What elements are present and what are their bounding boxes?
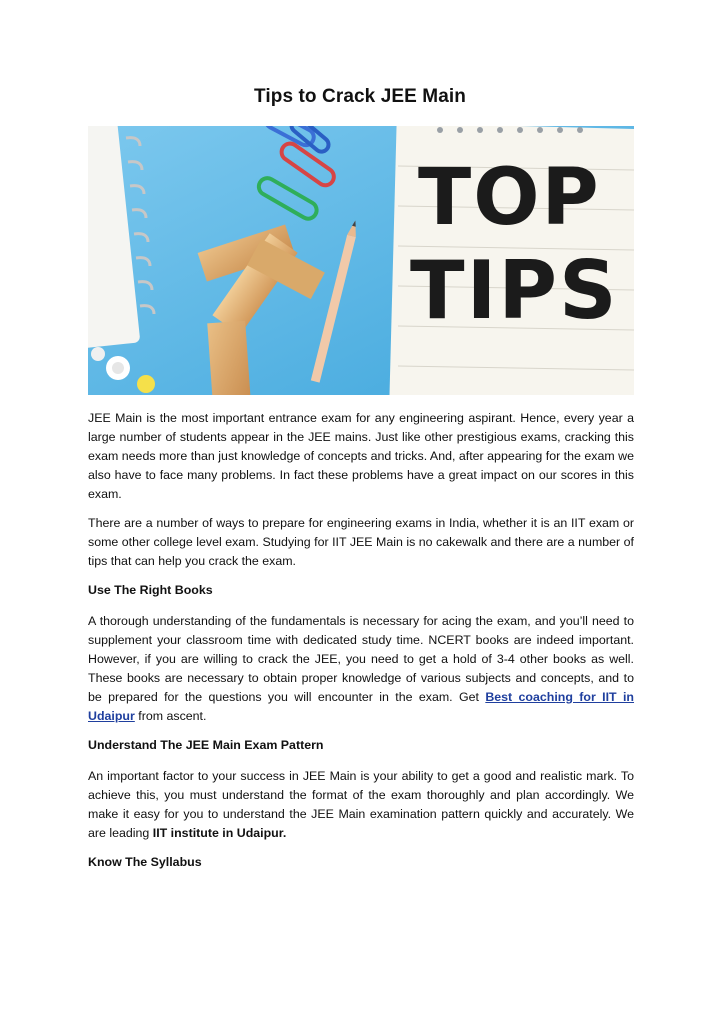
paragraph-pattern-text: An important factor to your success in JEE Main is your ability to get a good and realistic mark. To achieve this, you must understand the format of the exam thoroughly and plan accordingly. We make it easy for you to understand the JEE Main examination pattern quickly and accurately. We are leading — [88, 769, 634, 840]
top-tips-illustration — [88, 126, 634, 395]
sign-text-tips: TIPS — [410, 244, 619, 337]
heading-exam-pattern: Understand The JEE Main Exam Pattern — [88, 738, 324, 752]
page-title: Tips to Crack JEE Main — [254, 86, 466, 107]
hero-image — [88, 126, 634, 395]
heading-right-books: Use The Right Books — [88, 583, 213, 597]
article-body — [88, 409, 634, 884]
paragraph-books-tail: from ascent. — [134, 709, 207, 723]
heading-syllabus: Know The Syllabus — [88, 855, 202, 869]
institute-bold-text: IIT institute in Udaipur. — [152, 826, 287, 840]
paragraph-intro: JEE Main is the most important entrance exam for any engineering aspirant. Hence, every year a large number of students appear in the JEE mains. Just like other prestigious exams, cracking this exam needs more than just knowledge of concepts and tricks. And, after appearing for the exam we also have to face many problems. In fact these problems have a great impact on our scores in this exam. — [88, 411, 634, 501]
paragraph-books-text: A thorough understanding of the fundamentals is necessary for acing the exam, and you’ll need to supplement your classroom time with dedicated study time. NCERT books are indeed important. However, if you are willing to crack the JEE, you need to get a hold of 3-4 other books as well. These books are necessary to obtain proper knowledge of various subjects and concepts, and to be prepared for the questions you will encounter in the exam. Get — [88, 614, 634, 704]
top-tips-notebook — [389, 126, 634, 395]
paragraph-pattern — [88, 767, 634, 843]
paragraph-ways: There are a number of ways to prepare for engineering exams in India, whether it is an IIT exam or some other college level exam. Studying for IIT JEE Main is no cakewalk and there are a number of tips that can help you crack the exam. — [88, 516, 634, 568]
paragraph-books — [88, 612, 634, 726]
sign-text-top: TOP — [418, 153, 601, 243]
coaching-link[interactable]: Best coaching for IIT in Udaipur — [88, 690, 635, 723]
